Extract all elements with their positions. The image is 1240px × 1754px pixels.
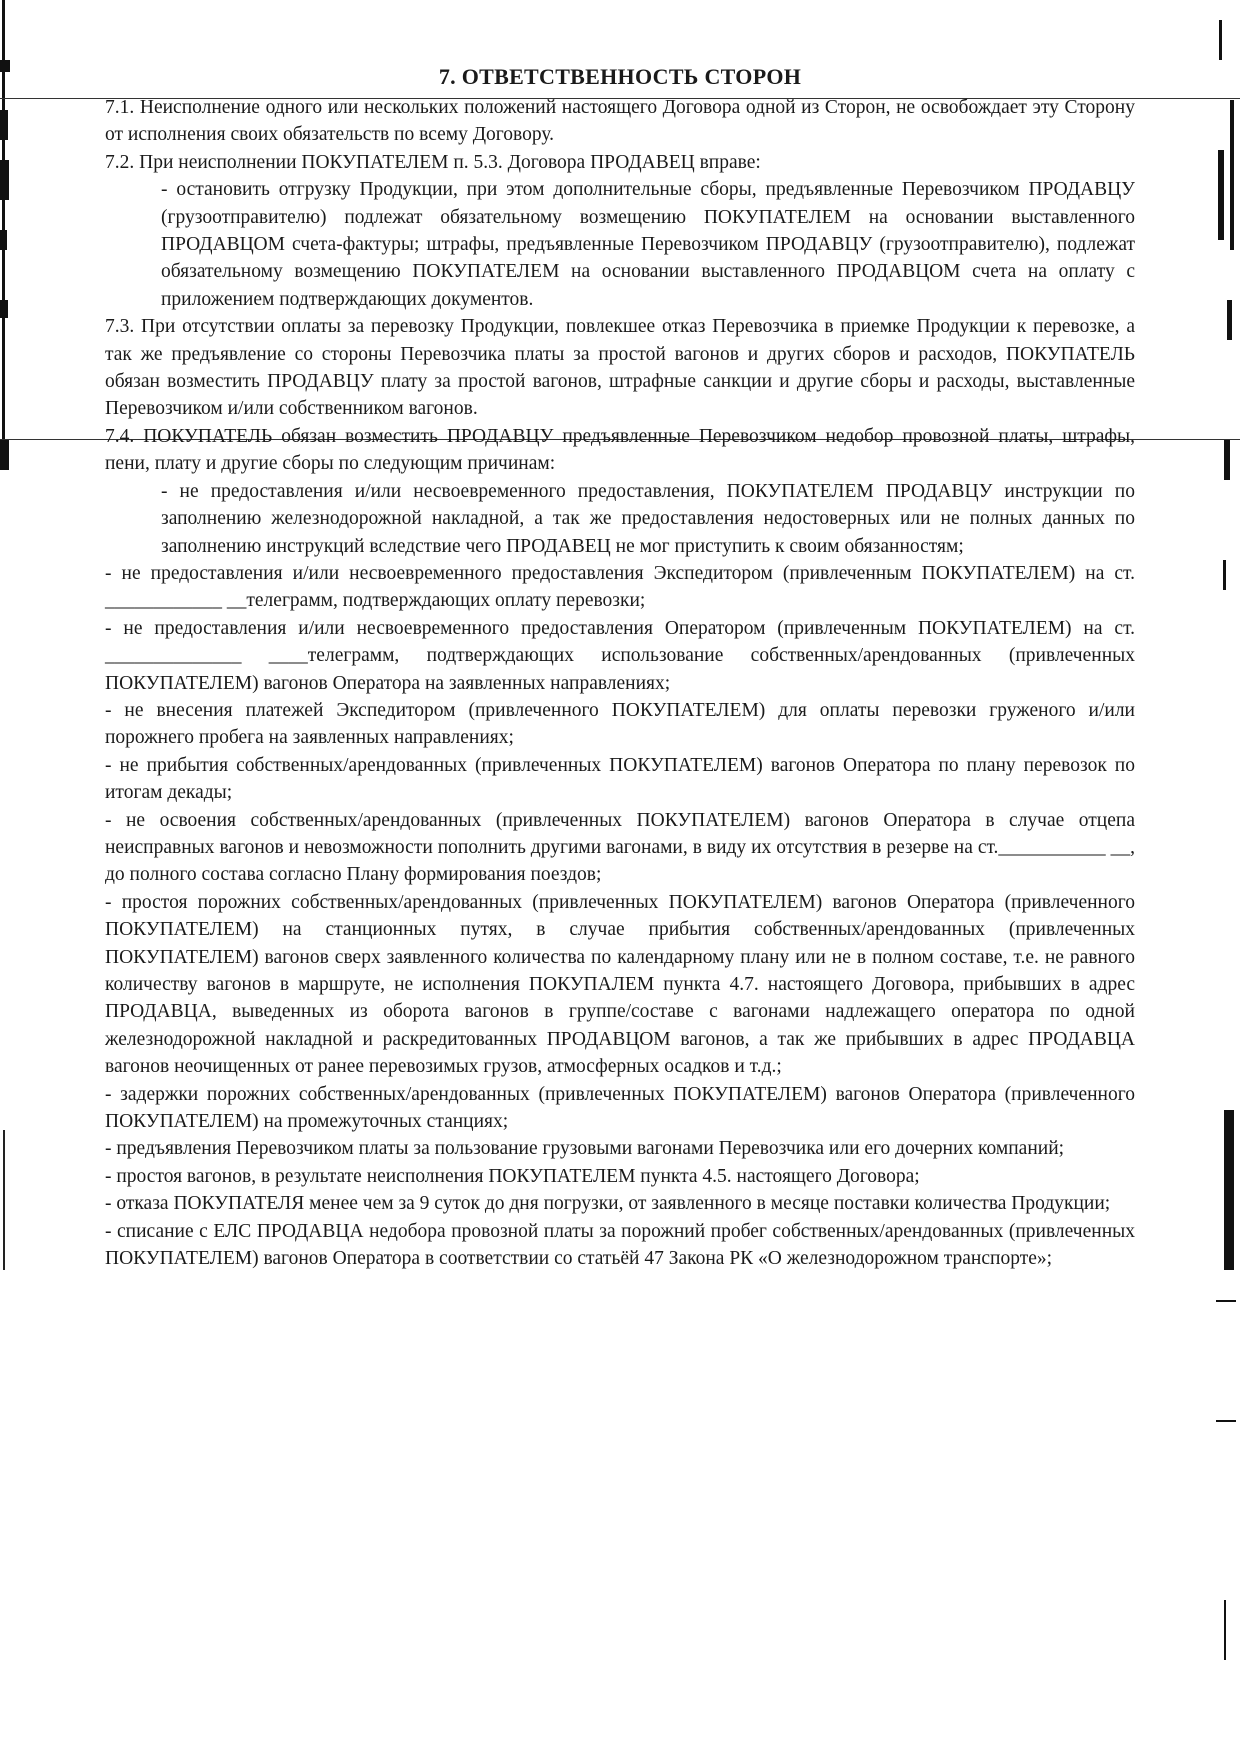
list-item: - простоя вагонов, в результате неисполнения ПОКУПАТЕЛЕМ пункта 4.5. настоящего Договора; <box>105 1165 920 1187</box>
list-item: - отказа ПОКУПАТЕЛЯ менее чем за 9 суток до дня погрузки, от заявленного в месяце поставки количества Продукции; <box>105 1193 1111 1215</box>
paragraph-7-3: 7.3. При отсутствии оплаты за перевозку Продукции, повлекшее отказ Перевозчика в приемке Продукции к перевозке, а так же предъявление со стороны Перевозчика платы за простой вагонов и других сборов и расходов, ПОКУПАТЕЛЬ обязан возместить ПРОДАВЦУ плату за простой вагонов, штрафные санкции и другие сборы и расходы, выставленные Перевозчиком и/или собственником вагонов. <box>105 316 1135 420</box>
list-item: - не предоставления и/или несвоевременного предоставления Экспедитором (привлеченным ПОКУПАТЕЛЕМ) на ст. ____________ __телеграмм, подтверждающих оплату перевозки; <box>105 562 1135 612</box>
paragraph-7-2: 7.2. При неисполнении ПОКУПАТЕЛЕМ п. 5.3. Договора ПРОДАВЕЦ вправе: <box>105 151 761 173</box>
scan-edge-right <box>1200 0 1240 1754</box>
paragraph-7-4: 7.4. ПОКУПАТЕЛЬ обязан возместить ПРОДАВЦУ предъявленные Перевозчиком недобор провозной платы, штрафы, пени, плату и другие сборы по следующим причинам: <box>105 425 1135 475</box>
list-item: - не предоставления и/или несвоевременного предоставления, ПОКУПАТЕЛЕМ ПРОДАВЦУ инструкции по заполнению железнодорожной накладной, а так же предоставления недостоверных или не полных данных по заполнению инструкций вследствие чего ПРОДАВЕЦ не мог приступить к своим обязанностям; <box>161 480 1135 557</box>
list-item: - не прибытия собственных/арендованных (привлеченных ПОКУПАТЕЛЕМ) вагонов Оператора по плану перевозок по итогам декады; <box>105 754 1135 804</box>
list-item: - не внесения платежей Экспедитором (привлеченного ПОКУПАТЕЛЕМ) для оплаты перевозки груженого и/или порожнего пробега на заявленных направлениях; <box>105 699 1135 749</box>
scan-edge-left-lower <box>3 1130 5 1270</box>
list-item: - не предоставления и/или несвоевременного предоставления Оператором (привлеченным ПОКУПАТЕЛЕМ) на ст. ______________ ____телеграмм, подтверждающих использование собственных/арендованных (привлеченных ПОКУПАТЕЛЕМ) вагонов Оператора на заявленных направлениях; <box>105 617 1135 694</box>
list-item: - не освоения собственных/арендованных (привлеченных ПОКУПАТЕЛЕМ) вагонов Оператора в случае отцепа неисправных вагонов и невозможности пополнить другими вагонами, в виду их отсутствия в резерве на ст.___________ __, до полного состава согласно Плану формирования поездов; <box>105 809 1135 886</box>
list-item: - простоя порожних собственных/арендованных (привлеченных ПОКУПАТЕЛЕМ) вагонов Оператора (привлеченного ПОКУПАТЕЛЕМ) на станционных путях, в случае прибытия собственных/арендованных (привлеченных ПОКУПАТЕЛЕМ) вагонов сверх заявленного количества по календарному плану или не в полном составе, т.е. не равного количеству вагонов в маршруте, не исполнения ПОКУПАЛЕМ пункта 4.7. настоящего Договора, прибывших в адрес ПРОДАВЦА, выведенных из оборота вагонов в группе/составе с вагонами надлежащего оператора по одной железнодорожной накладной и раскредитованных ПРОДАВЦОМ вагонов, а так же прибывших в адрес ПРОДАВЦА вагонов неочищенных от ранее перевозимых грузов, атмосферных осадков и т.д.; <box>105 891 1135 1078</box>
list-item: - списание с ЕЛС ПРОДАВЦА недобора провозной платы за порожний пробег собственных/арендованных (привлеченных ПОКУПАТЕЛЕМ) вагонов Оператора в соответствии со статьёй 47 Закона РК «О железнодорожном транспорте»; <box>105 1220 1135 1270</box>
scan-edge-left <box>0 0 14 500</box>
document-body <box>105 62 1135 1272</box>
section-title: 7. ОТВЕТСТВЕННОСТЬ СТОРОН <box>438 64 802 89</box>
list-item: - задержки порожних собственных/арендованных (привлеченных ПОКУПАТЕЛЕМ) вагонов Оператора (привлеченного ПОКУПАТЕЛЕМ) на промежуточных станциях; <box>105 1083 1135 1133</box>
paragraph-7-2-item: - остановить отгрузку Продукции, при этом дополнительные сборы, предъявленные Перевозчиком ПРОДАВЦУ (грузоотправителю) подлежат обязательному возмещению ПОКУПАТЕЛЕМ на основании выставленного ПРОДАВЦОМ счета-фактуры; штрафы, предъявленные Перевозчиком ПРОДАВЦУ (грузоотправителю), подлежат обязательному возмещению ПОКУПАТЕЛЕМ на основании выставленного ПРОДАВЦОМ счета на оплату с приложением подтверждающих документов. <box>161 179 1135 310</box>
paragraph-7-1: 7.1. Неисполнение одного или нескольких положений настоящего Договора одной из Сторон, не освобождает эту Сторону от исполнения своих обязательств по всему Договору. <box>105 97 1135 146</box>
list-item: - предъявления Перевозчиком платы за пользование грузовыми вагонами Перевозчика или его дочерних компаний; <box>105 1138 1065 1160</box>
